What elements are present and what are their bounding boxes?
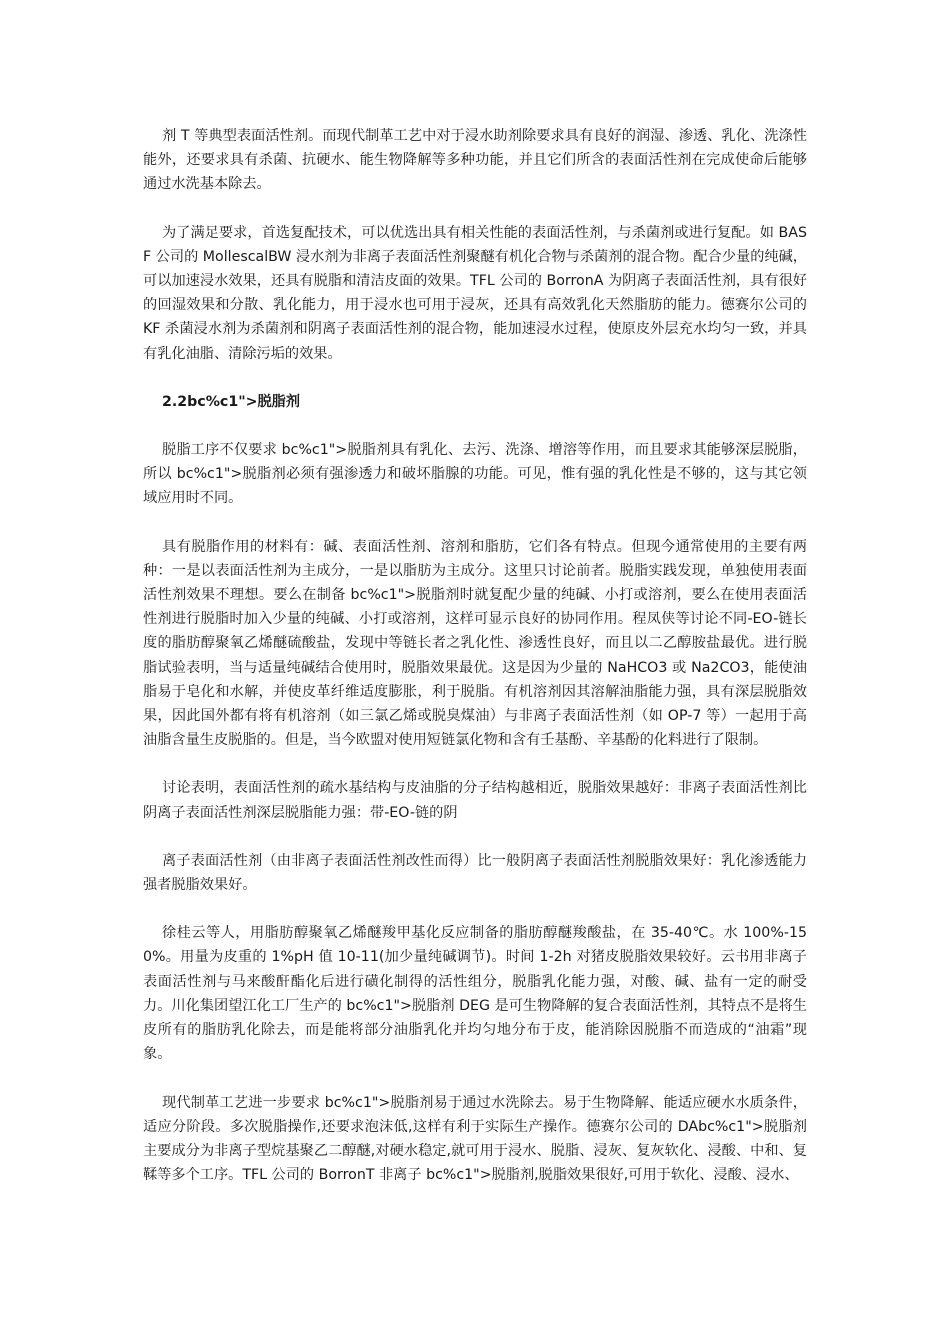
paragraph-6: 离子表面活性剂（由非离子表面活性剂改性而得）比一般阴离子表面活性剂脱脂效果好：乳化渗透能力强者脱脂效果好。	[143, 852, 807, 894]
paragraph-7: 徐桂云等人，用脂肪醇聚氧乙烯醚羧甲基化反应制备的脂肪醇醚羧酸盐，在 35-40℃。水 100%-150%。用量为皮重的 1%pH 值 10-11(加少量纯碱调节)。时间 1-2h 对猪皮脱脂效果较好。云书用非离子表面活性剂与马来酸酐酯化后进行磺化制得的活性组分，脱脂乳化能力强，对酸、碱、盐有一定的耐受力。川化集团望江化工厂生产的 bc%c1">脱脂剂 DEG 是可生物降解的复合表面活性剂，其特点不是将生皮所有的脂肪乳化除去，而是能将部分油脂乳化并均匀地分布于皮，能消除因脱脂不而造成的“油霜”现象。	[143, 925, 807, 1063]
document-body	[143, 124, 807, 1211]
paragraph-4: 具有脱脂作用的材料有：碱、表面活性剂、溶剂和脂肪，它们各有特点。但现今通常使用的主要有两种：一是以表面活性剂为主成分，一是以脂肪为主成分。这里只讨论前者。脱脂实践发现，单独使用表面活性剂效果不理想。要么在制备 bc%c1">脱脂剂时就复配少量的纯碱、小打或溶剂，要么在使用表面活性剂进行脱脂时加入少量的纯碱、小打或溶剂，这样可显示良好的协同作用。程凤侠等讨论不同-EO-链长度的脂肪醇聚氧乙烯醚硫酸盐，发现中等链长者之乳化性、渗透性良好，而且以二乙醇胺盐最优。进行脱脂试验表明，当与适量纯碱结合使用时，脱脂效果最优。这是因为少量的 NaHCO3 或 Na2CO3，能使油脂易于皂化和水解，并使皮革纤维适度膨胀，利于脱脂。有机溶剂因其溶解油脂能力强，具有深层脱脂效果，因此国外都有将有机溶剂（如三氯乙烯或脱臭煤油）与非离子表面活性剂（如 OP-7 等）一起用于高油脂含量生皮脱脂的。但是，当今欧盟对使用短链氯化物和含有壬基酚、辛基酚的化料进行了限制。	[143, 538, 807, 749]
paragraph-5: 讨论表明，表面活性剂的疏水基结构与皮油脂的分子结构越相近，脱脂效果越好：非离子表面活性剂比阴离子表面活性剂深层脱脂能力强：带-EO-链的阴	[143, 780, 807, 821]
section-heading: 2.2bc%c1">脱脂剂	[162, 393, 301, 410]
paragraph-2: 为了满足要求，首选复配技术，可以优选出具有相关性能的表面活性剂，与杀菌剂或进行复配。如 BASF 公司的 MollescalBW 浸水剂为非离子表面活性剂聚醚有机化合物与杀菌剂的混合物。配合少量的纯碱，可以加速浸水效果，还具有脱脂和清洁皮面的效果。TFL 公司的 BorronA 为阴离子表面活性剂，具有很好的回湿效果和分散、乳化能力，用于浸水也可用于浸灰，还具有高效乳化天然脂肪的能力。德赛尔公司的 KF 杀菌浸水剂为杀菌剂和阴离子表面活性剂的混合物，能加速浸水过程，使原皮外层充水均匀一致，并具有乳化油脂、清除污垢的效果。	[143, 224, 807, 362]
paragraph-3: 脱脂工序不仅要求 bc%c1">脱脂剂具有乳化、去污、洗涤、增溶等作用，而且要求其能够深层脱脂，所以 bc%c1">脱脂剂必须有强渗透力和破坏脂腺的功能。可见，惟有强的乳化性是不够的，这与其它领域应用时不同。	[143, 442, 807, 507]
paragraph-8: 现代制革工艺进一步要求 bc%c1">脱脂剂易于通过水洗除去。易于生物降解、能适应硬水水质条件，适应分阶段。多次脱脂操作,还要求泡沫低,这样有利于实际生产操作。德赛尔公司的 DAbc%c1">脱脂剂主要成分为非离子型烷基聚乙二醇醚,对硬水稳定,就可用于浸水、脱脂、浸灰、复灰软化、浸酸、中和、复鞣等多个工序。TFL 公司的 BorronT 非离子 bc%c1">脱脂剂,脱脂效果很好,可用于软化、浸酸、浸水、	[143, 1094, 807, 1184]
paragraph-1: 剂 T 等典型表面活性剂。而现代制革工艺中对于浸水助剂除要求具有良好的润湿、渗透、乳化、洗涤性能外，还要求具有杀菌、抗硬水、能生物降解等多种功能，并且它们所含的表面活性剂在完成使命后能够通过水洗基本除去。	[143, 128, 807, 193]
